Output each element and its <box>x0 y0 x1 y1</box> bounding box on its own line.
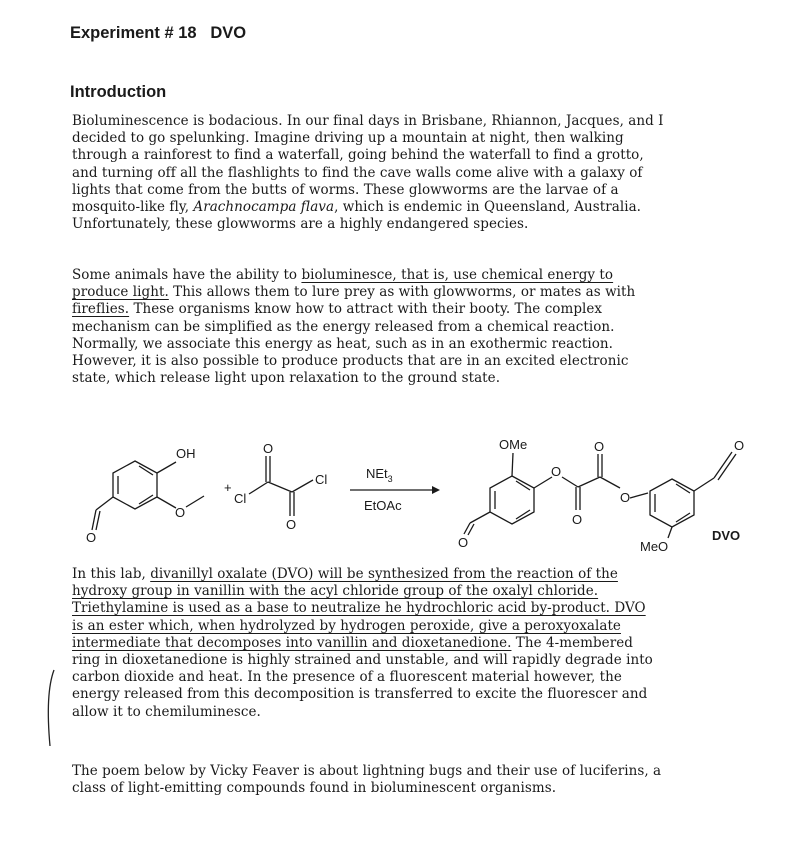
dvo-aldehyde-o-label: O <box>458 535 469 550</box>
text-line: The poem below by Vicky Feaver is about lightning bugs and their use of luciferins, a <box>72 763 662 779</box>
text-line: carbon dioxide and heat. In the presence of a fluorescent material however, the <box>72 669 622 686</box>
dvo-compound-label: DVO <box>712 528 741 543</box>
margin-bracket-mark <box>44 668 56 748</box>
reagent-subscript: 3 <box>387 474 393 484</box>
oxalyl-chloride-structure <box>234 441 327 532</box>
text-line: However, it is also possible to produce products that are in an excited electronic <box>72 353 629 370</box>
text-line: and turning off all the flashlights to find the cave walls come alive with a galaxy of <box>72 164 643 181</box>
vanillin-aldehyde-o-label: O <box>86 530 97 545</box>
text-line: Normally, we associate this energy as heat, such as in an exothermic reaction. <box>72 335 613 352</box>
vanillin-methoxy-o-label: O <box>175 505 186 520</box>
underlined-text: intermediate that decomposes into vanillin and dioxetanedione. <box>72 634 512 651</box>
poem-intro-paragraph <box>72 763 762 797</box>
vanillin-oh-label: OH <box>176 446 196 461</box>
dvo-carbonyl-o-label: O <box>572 512 583 527</box>
dvo-meo-label: MeO <box>640 539 669 554</box>
oxalyl-cl-label: Cl <box>315 472 328 487</box>
text-run: This allows them to lure prey as with glowworms, or mates as with <box>168 284 636 301</box>
underlined-text: divanillyl oxalate (DVO) will be synthesized from the reaction of the <box>150 566 618 582</box>
species-name: Arachnocampa flava <box>193 199 335 216</box>
reagent-base: NEt <box>366 466 388 481</box>
text-line <box>72 301 762 318</box>
text-line: mechanism can be simplified as the energy released from a chemical reaction. <box>72 318 615 335</box>
text-run: These organisms know how to attract with their booty. The complex <box>129 301 603 318</box>
dvo-structure <box>458 437 744 554</box>
text-line: decided to go spelunking. Imagine driving up a mountain at night, then walking <box>72 130 624 147</box>
oxalyl-o-label: O <box>286 517 297 532</box>
text-run: , which is endemic in Queensland, Australia. <box>334 199 642 216</box>
text-run: The 4-membered <box>511 634 633 651</box>
text-run: mosquito-like fly, <box>72 199 194 216</box>
intro-paragraph-2 <box>72 267 762 387</box>
text-line <box>72 566 762 583</box>
text-line: ring in dioxetanedione is highly strained and unstable, and will rapidly degrade into <box>72 652 653 669</box>
underlined-text: bioluminesce, that is, use chemical energy to <box>301 267 614 283</box>
dvo-ome-label: OMe <box>499 437 528 452</box>
text-line: lights that come from the butts of worms. These glowworms are the larvae of a <box>72 181 619 198</box>
text-line <box>72 635 762 652</box>
dvo-aldehyde-o-label: O <box>734 438 745 453</box>
text-line: Unfortunately, these glowworms are a highly endangered species. <box>72 216 529 233</box>
section-heading: Introduction <box>70 83 167 101</box>
lab-paragraph <box>72 566 762 721</box>
text-line: energy released from this decomposition is transferred to excite the fluorescer and <box>72 686 648 703</box>
vanillin-structure <box>86 446 204 545</box>
intro-paragraph-1 <box>72 113 762 233</box>
reagent-label <box>366 466 393 484</box>
reaction-arrow <box>350 466 440 513</box>
text-line: Bioluminescence is bodacious. In our final days in Brisbane, Rhiannon, Jacques, and I <box>72 113 664 129</box>
dvo-carbonyl-o-label: O <box>594 439 605 454</box>
text-run: Some animals have the ability to <box>72 267 302 283</box>
page-title: Experiment # 18 DVO <box>70 24 247 42</box>
text-line: Triethylamine is used as a base to neutralize he hydrochloric acid by-product. DVO <box>72 600 646 617</box>
underlined-text: fireflies. <box>72 301 130 318</box>
underlined-text: produce light. <box>72 284 169 301</box>
reaction-scheme <box>0 420 799 560</box>
oxalyl-cl-label: Cl <box>234 491 247 506</box>
text-line: hydroxy group in vanillin with the acyl chloride group of the oxalyl chloride. <box>72 583 599 600</box>
text-line <box>72 267 762 284</box>
dvo-ester-o-label: O <box>620 490 631 505</box>
text-line <box>72 199 762 216</box>
oxalyl-o-label: O <box>263 441 274 456</box>
solvent-label: EtOAc <box>364 498 402 513</box>
text-line: class of light-emitting compounds found in bioluminescent organisms. <box>72 780 557 797</box>
plus-sign: + <box>224 480 232 495</box>
dvo-ester-o-label: O <box>551 464 562 479</box>
text-line: through a rainforest to find a waterfall, going behind the waterfall to find a grotto, <box>72 147 644 164</box>
text-run: In this lab, <box>72 566 151 582</box>
text-line: is an ester which, when hydrolyzed by hydrogen peroxide, give a peroxyoxalate <box>72 617 621 634</box>
text-line: state, which release light upon relaxation to the ground state. <box>72 370 501 387</box>
text-line: allow it to chemiluminesce. <box>72 703 261 720</box>
text-line <box>72 284 762 301</box>
